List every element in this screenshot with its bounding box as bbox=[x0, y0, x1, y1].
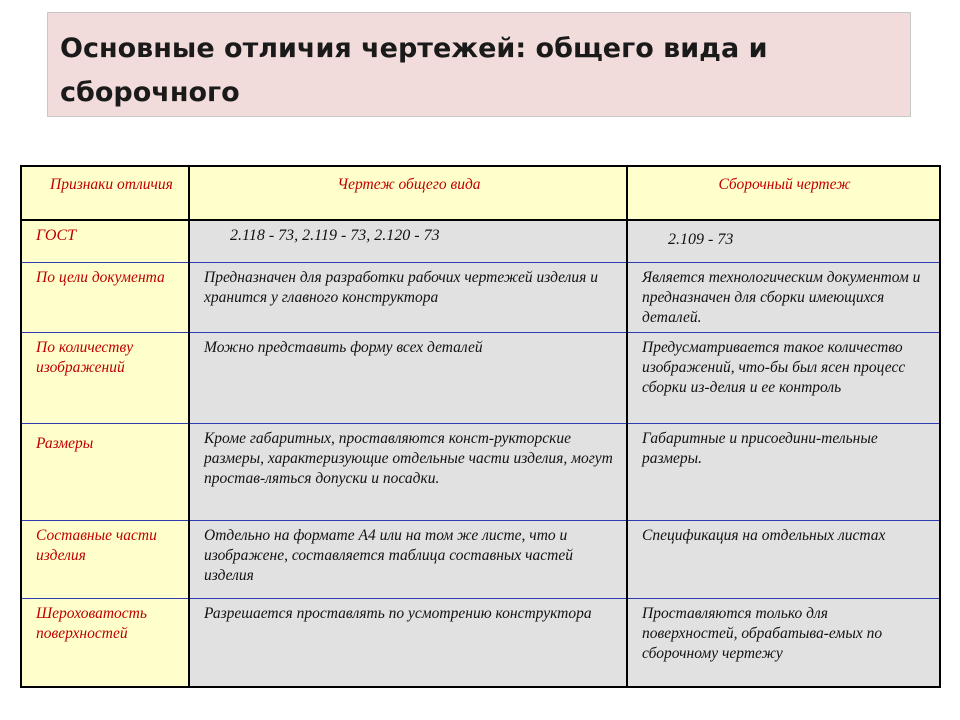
row-criterion: По цели документа bbox=[21, 262, 189, 332]
row-criterion: Шероховатость поверхностей bbox=[21, 598, 189, 687]
row-assembly-value: Предусматривается такое количество изображений, что-бы был ясен процесс сборки из-делия и ее контроль bbox=[627, 332, 940, 423]
row-general-value: Можно представить форму всех деталей bbox=[189, 332, 627, 423]
table-row bbox=[21, 520, 940, 598]
row-criterion: Размеры bbox=[21, 423, 189, 520]
row-general-value: Предназначен для разработки рабочих чертежей изделия и хранится у главного конструктора bbox=[189, 262, 627, 332]
header-general-drawing: Чертеж общего вида bbox=[189, 166, 627, 220]
table-row bbox=[21, 262, 940, 332]
row-general-value: Разрешается проставлять по усмотрению конструктора bbox=[189, 598, 627, 687]
table-row bbox=[21, 423, 940, 520]
row-general-value: Кроме габаритных, проставляются конст-рукторские размеры, характеризующие отдельные части изделия, могут простав-ляться допуски и посадки. bbox=[189, 423, 627, 520]
row-general-value: Отдельно на формате А4 или на том же листе, что и изображене, составляется таблица составных частей изделия bbox=[189, 520, 627, 598]
table-row bbox=[21, 598, 940, 687]
slide-title: Основные отличия чертежей: общего вида и сборочного bbox=[60, 33, 768, 108]
row-assembly-value: Спецификация на отдельных листах bbox=[627, 520, 940, 598]
header-assembly-drawing: Сборочный чертеж bbox=[627, 166, 940, 220]
table-header-row bbox=[21, 166, 940, 220]
comparison-table bbox=[20, 165, 941, 688]
table-row bbox=[21, 220, 940, 262]
row-assembly-value: 2.109 - 73 bbox=[627, 220, 940, 262]
title-banner bbox=[47, 12, 911, 117]
row-criterion: ГОСТ bbox=[21, 220, 189, 262]
table-row bbox=[21, 332, 940, 423]
row-criterion: Составные части изделия bbox=[21, 520, 189, 598]
row-assembly-value: Является технологическим документом и предназначен для сборки имеющихся деталей. bbox=[627, 262, 940, 332]
row-assembly-value: Проставляются только для поверхностей, обрабатыва-емых по сборочному чертежу bbox=[627, 598, 940, 687]
header-criteria: Признаки отличия bbox=[21, 166, 189, 220]
row-general-value: 2.118 - 73, 2.119 - 73, 2.120 - 73 bbox=[189, 220, 627, 262]
row-criterion: По количеству изображений bbox=[21, 332, 189, 423]
row-assembly-value: Габаритные и присоедини-тельные размеры. bbox=[627, 423, 940, 520]
